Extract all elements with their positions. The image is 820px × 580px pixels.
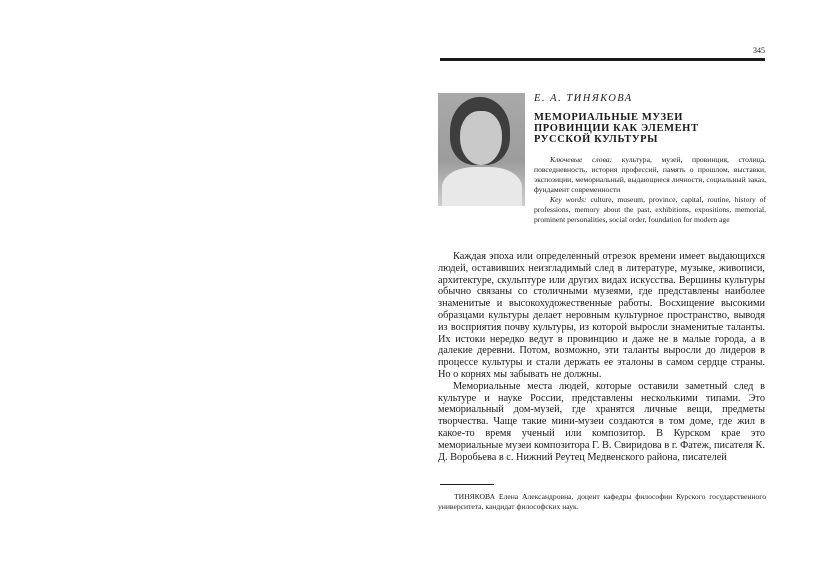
keywords-ru-text: культура, музей, провинция, столица, повседневность, история профессий, память о прошлом, выставки, экспозиции, мемориальный, выдающиеся личности, социальный заказ, фундамент современности [534,155,767,194]
page-number: 345 [753,46,765,55]
body-paragraph: Мемориальные места людей, которые оставили заметный след в культуре и науке России, представлены несколькими типами. Это мемориальный дом-музей, где хранятся личные вещи, предметы творчества. Чаще такие мини-музеи создаются в том доме, где жил в какое-то время ученый или композитор. В Курском крае это мемориальные музеи композитора Г. В. Свиридова в г. Фатеж, писателя К. Д. Воробьева в с. Нижний Реутец Медвенского района, писателей [438,380,765,463]
keywords-ru-label: Ключевые слова: [550,155,613,164]
title-line: МЕМОРИАЛЬНЫЕ МУЗЕИ [534,112,684,123]
title-line: РУССКОЙ КУЛЬТУРЫ [534,134,659,145]
author-photo-shoulders [442,167,522,206]
keywords-en [534,195,766,225]
header-rule [440,58,765,61]
article-title [534,112,764,145]
keywords-en-label: Key words: [550,195,587,204]
article-body [438,251,765,463]
author-photo-face [460,111,502,165]
keywords-block [534,155,766,225]
keywords-ru [534,155,766,195]
author-photo [438,93,525,206]
footnote-rule [440,484,494,485]
footnote-text: ТИНЯКОВА Елена Александровна, доцент кафедры философии Курского государственного университета, кандидат философских наук. [438,492,766,511]
keywords-en-text: culture, museum, province, capital, routine, history of professions, memory about the past, exhibitions, expositions, memorial, prominent personalities, social order, foundation for modern age [534,195,766,224]
author-footnote [438,492,766,512]
author-name: Е. А. ТИНЯКОВА [534,93,633,104]
body-paragraph: Каждая эпоха или определенный отрезок времени имеет выдающихся людей, оставивших неизгладимый след в литературе, музыке, живописи, архитектуре, скульптуре или других видах искусства. Вершины культуры обычно связаны со столичными музеями, где представлены наиболее знаменитые и высокохудожественные работы. Восхищение высокими образцами культуры делает неровным культурное пространство, выводя из восприятия почву культуры, из которой выросли знаменитые таланты. Их истоки нередко ведут в провинцию и даже не в малые города, а в далекие деревни. Потом, возможно, эти таланты выросли до лидеров в процессе культуры и стали держать ее эталоны в самом сердце страны. Но о корнях мы забывать не должны. [438,251,765,380]
title-line: ПРОВИНЦИИ КАК ЭЛЕМЕНТ [534,123,699,134]
